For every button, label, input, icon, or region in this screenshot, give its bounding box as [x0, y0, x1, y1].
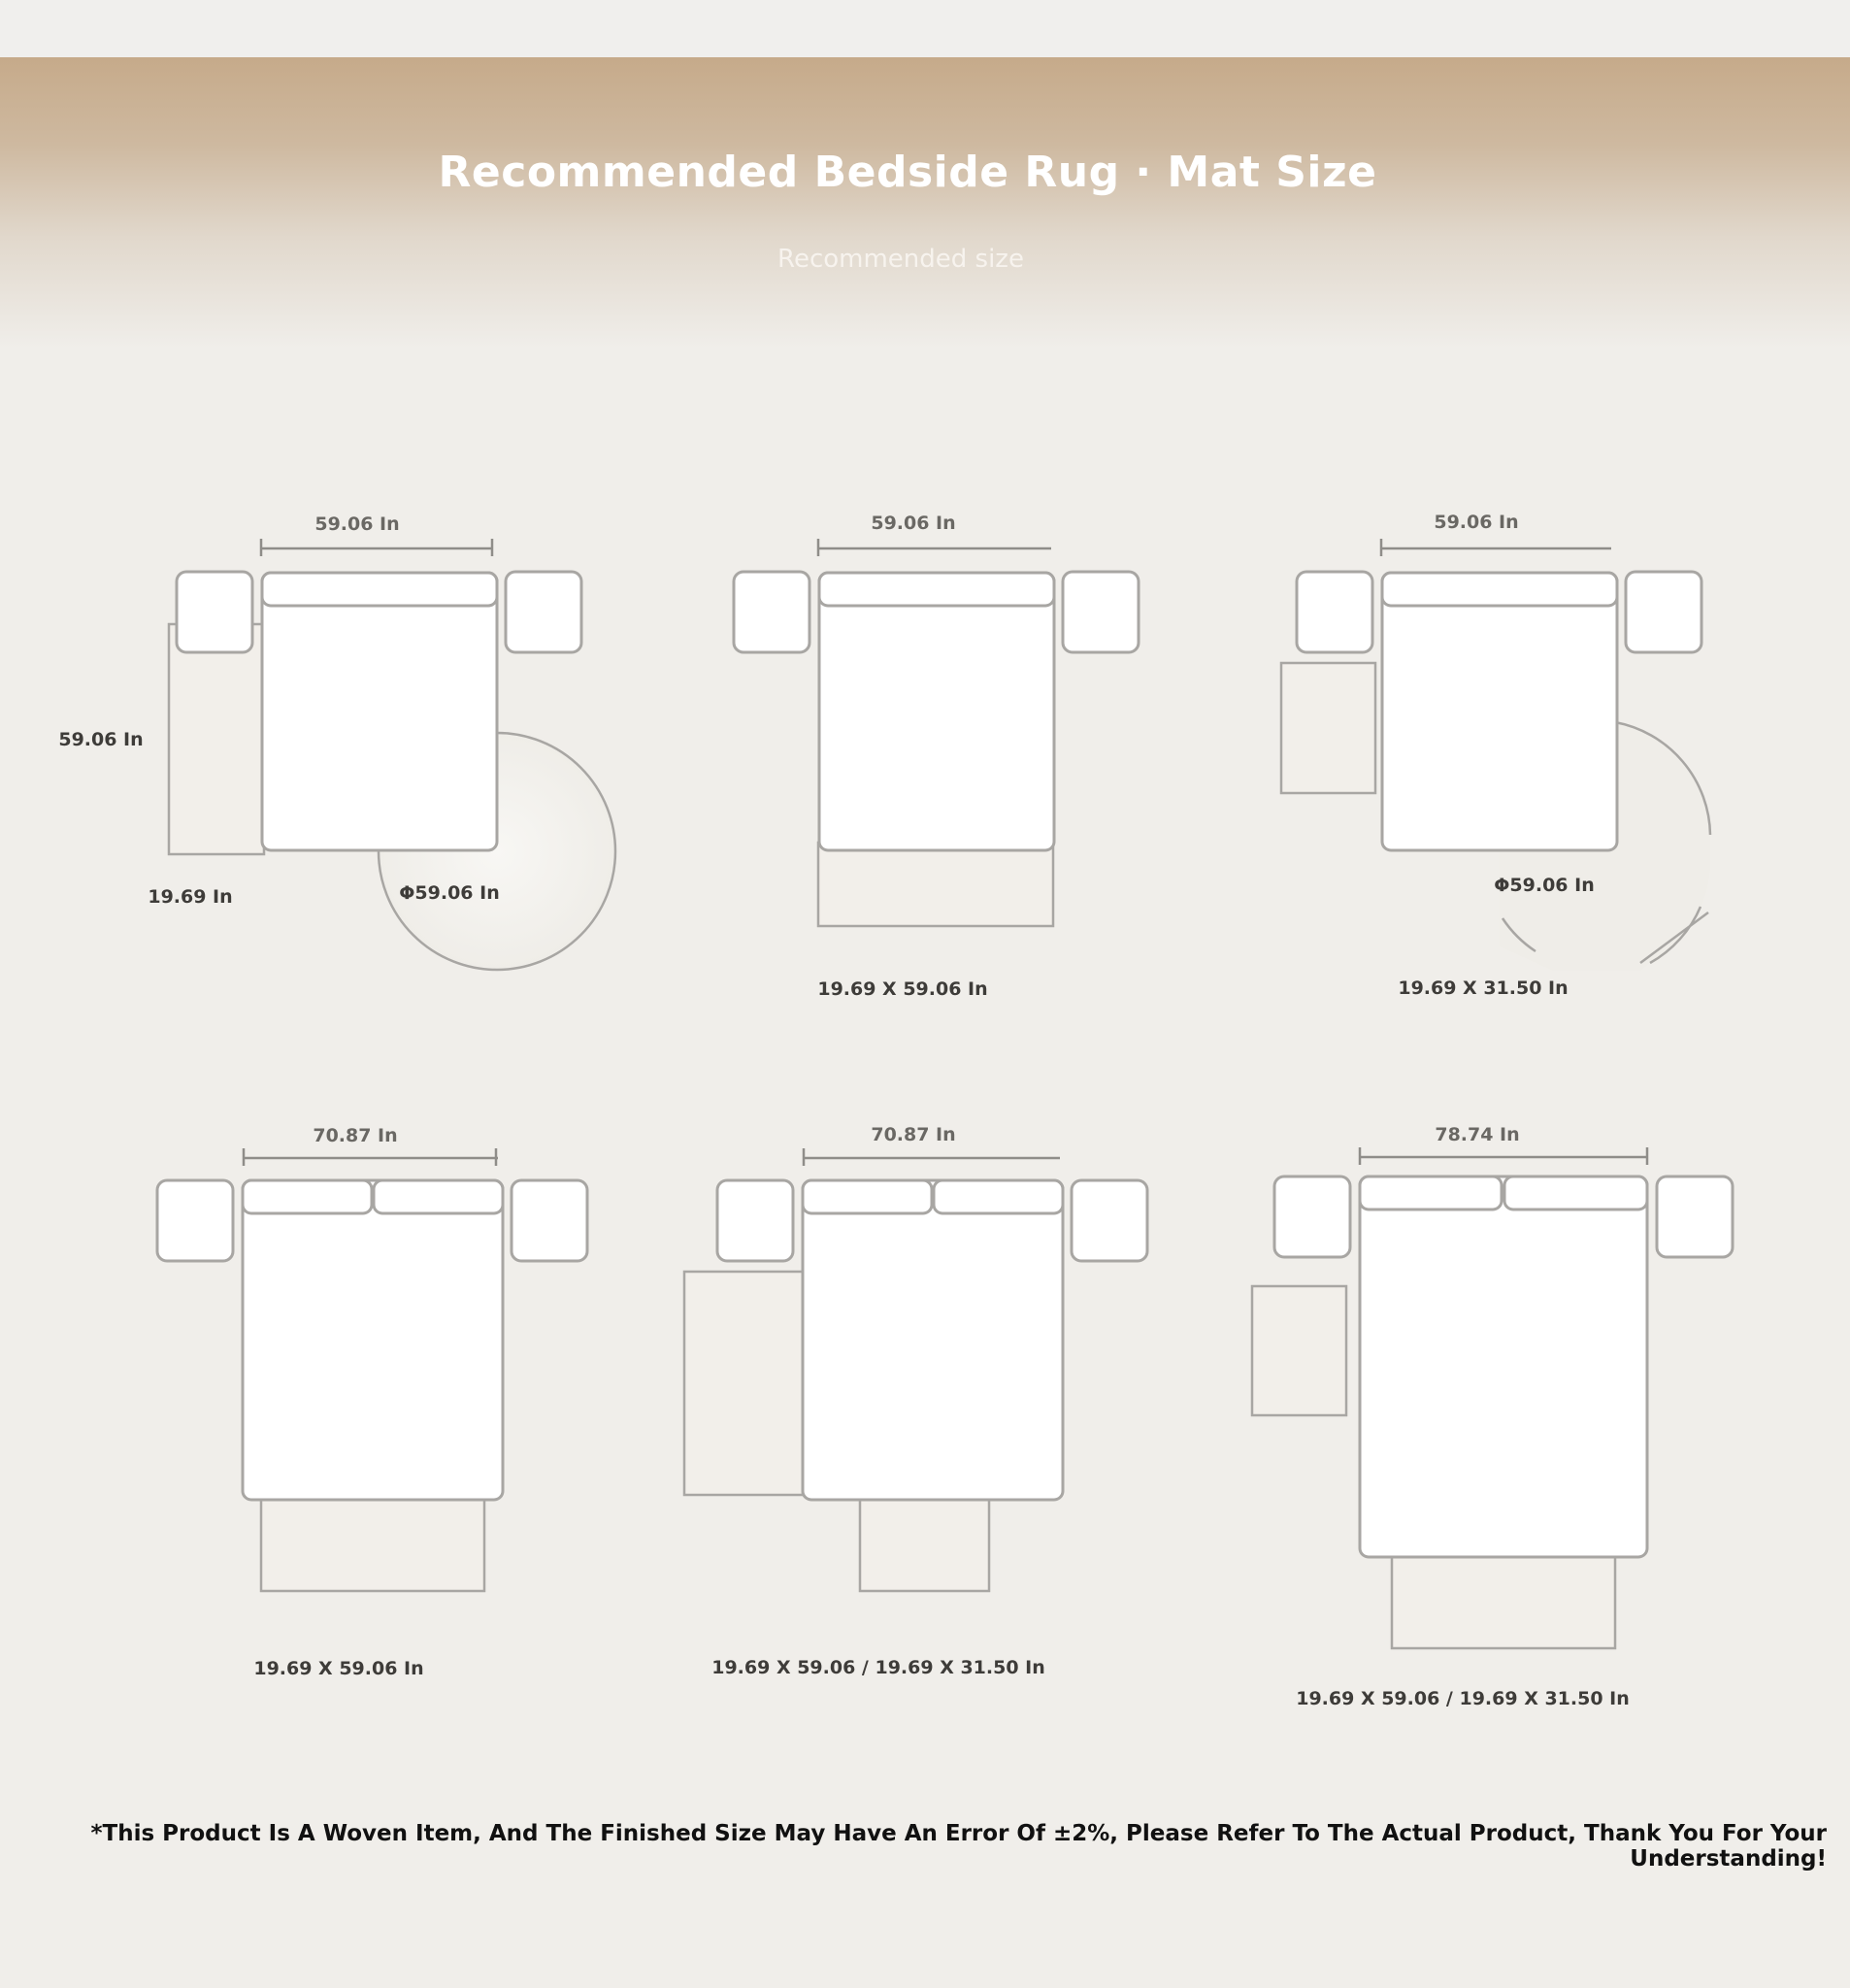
side-rug: [1281, 663, 1375, 793]
rug-size-label: 19.69 X 59.06 / 19.69 X 31.50 In: [1296, 1688, 1630, 1709]
round-rug-label: Φ59.06 In: [1494, 875, 1595, 896]
width-dimension-line: [261, 539, 492, 556]
pillow: [819, 573, 1054, 606]
round-rug-label: Φ59.06 In: [399, 882, 500, 904]
bed: [243, 1180, 503, 1500]
width-dimension-line: [804, 1148, 1060, 1166]
nightstand-right: [1657, 1176, 1733, 1257]
nightstand-left: [734, 572, 809, 652]
side-rug: [169, 624, 264, 854]
bed: [1382, 573, 1617, 850]
footnote-disclaimer: *This Product Is A Woven Item, And The Finished Size May Have An Error Of ±2%, Please Refer To The Actual Product, Thank You For Your Understanding!: [90, 1821, 1827, 1872]
page-subtitle: Recommended size: [777, 245, 1024, 274]
rug-size-label: 19.69 X 59.06 In: [817, 978, 988, 1000]
nightstand-right: [512, 1180, 587, 1261]
bed-width-label: 59.06 In: [871, 513, 956, 534]
bed-width-label: 59.06 In: [314, 514, 400, 535]
pillow-right: [934, 1180, 1063, 1213]
nightstand-right: [506, 572, 581, 652]
nightstand-left: [177, 572, 252, 652]
nightstand-left: [1274, 1176, 1350, 1257]
end-rug: [818, 843, 1053, 926]
width-dimension-line: [244, 1148, 498, 1166]
layout-4-diagram: [157, 1125, 587, 1679]
bed: [1360, 1176, 1647, 1557]
width-dimension-line: [818, 539, 1051, 556]
end-rug: [1392, 1555, 1615, 1648]
pillow-left: [803, 1180, 932, 1213]
side-rug: [684, 1272, 803, 1495]
pillow-left: [243, 1180, 372, 1213]
pillow: [1382, 573, 1617, 606]
layout-5-diagram: [684, 1124, 1147, 1678]
bed: [819, 573, 1054, 850]
nightstand-right: [1063, 572, 1139, 652]
side-rug: [1252, 1286, 1346, 1415]
width-dimension-line: [1381, 539, 1611, 556]
layout-3-diagram: [1281, 512, 1710, 999]
rug-size-label: 19.69 X 31.50 In: [1398, 977, 1569, 999]
width-dimension-line: [1360, 1147, 1647, 1165]
pillow-left: [1360, 1176, 1502, 1209]
bed-length-label: 59.06 In: [58, 729, 144, 750]
rug-size-label: 19.69 X 59.06 / 19.69 X 31.50 In: [711, 1657, 1045, 1678]
layout-1-diagram: [58, 514, 615, 970]
pillow-right: [374, 1180, 503, 1213]
layout-2-diagram: [734, 513, 1139, 1000]
end-rug: [860, 1495, 989, 1591]
nightstand-left: [1297, 572, 1372, 652]
bed-width-label: 70.87 In: [313, 1125, 398, 1146]
bed: [262, 573, 497, 850]
nightstand-right: [1072, 1180, 1147, 1261]
end-rug: [261, 1495, 484, 1591]
rug-width-label: 19.69 In: [148, 886, 233, 908]
bed-width-label: 59.06 In: [1434, 512, 1519, 533]
bed-width-label: 78.74 In: [1435, 1124, 1520, 1145]
pillow: [262, 573, 497, 606]
layout-6-diagram: [1252, 1124, 1733, 1709]
nightstand-left: [157, 1180, 233, 1261]
bed: [803, 1180, 1063, 1500]
pillow-right: [1504, 1176, 1647, 1209]
rug-size-label: 19.69 X 59.06 In: [253, 1658, 424, 1679]
bed-width-label: 70.87 In: [871, 1124, 956, 1145]
nightstand-left: [717, 1180, 793, 1261]
nightstand-right: [1626, 572, 1701, 652]
page-title: Recommended Bedside Rug · Mat Size: [438, 148, 1377, 197]
